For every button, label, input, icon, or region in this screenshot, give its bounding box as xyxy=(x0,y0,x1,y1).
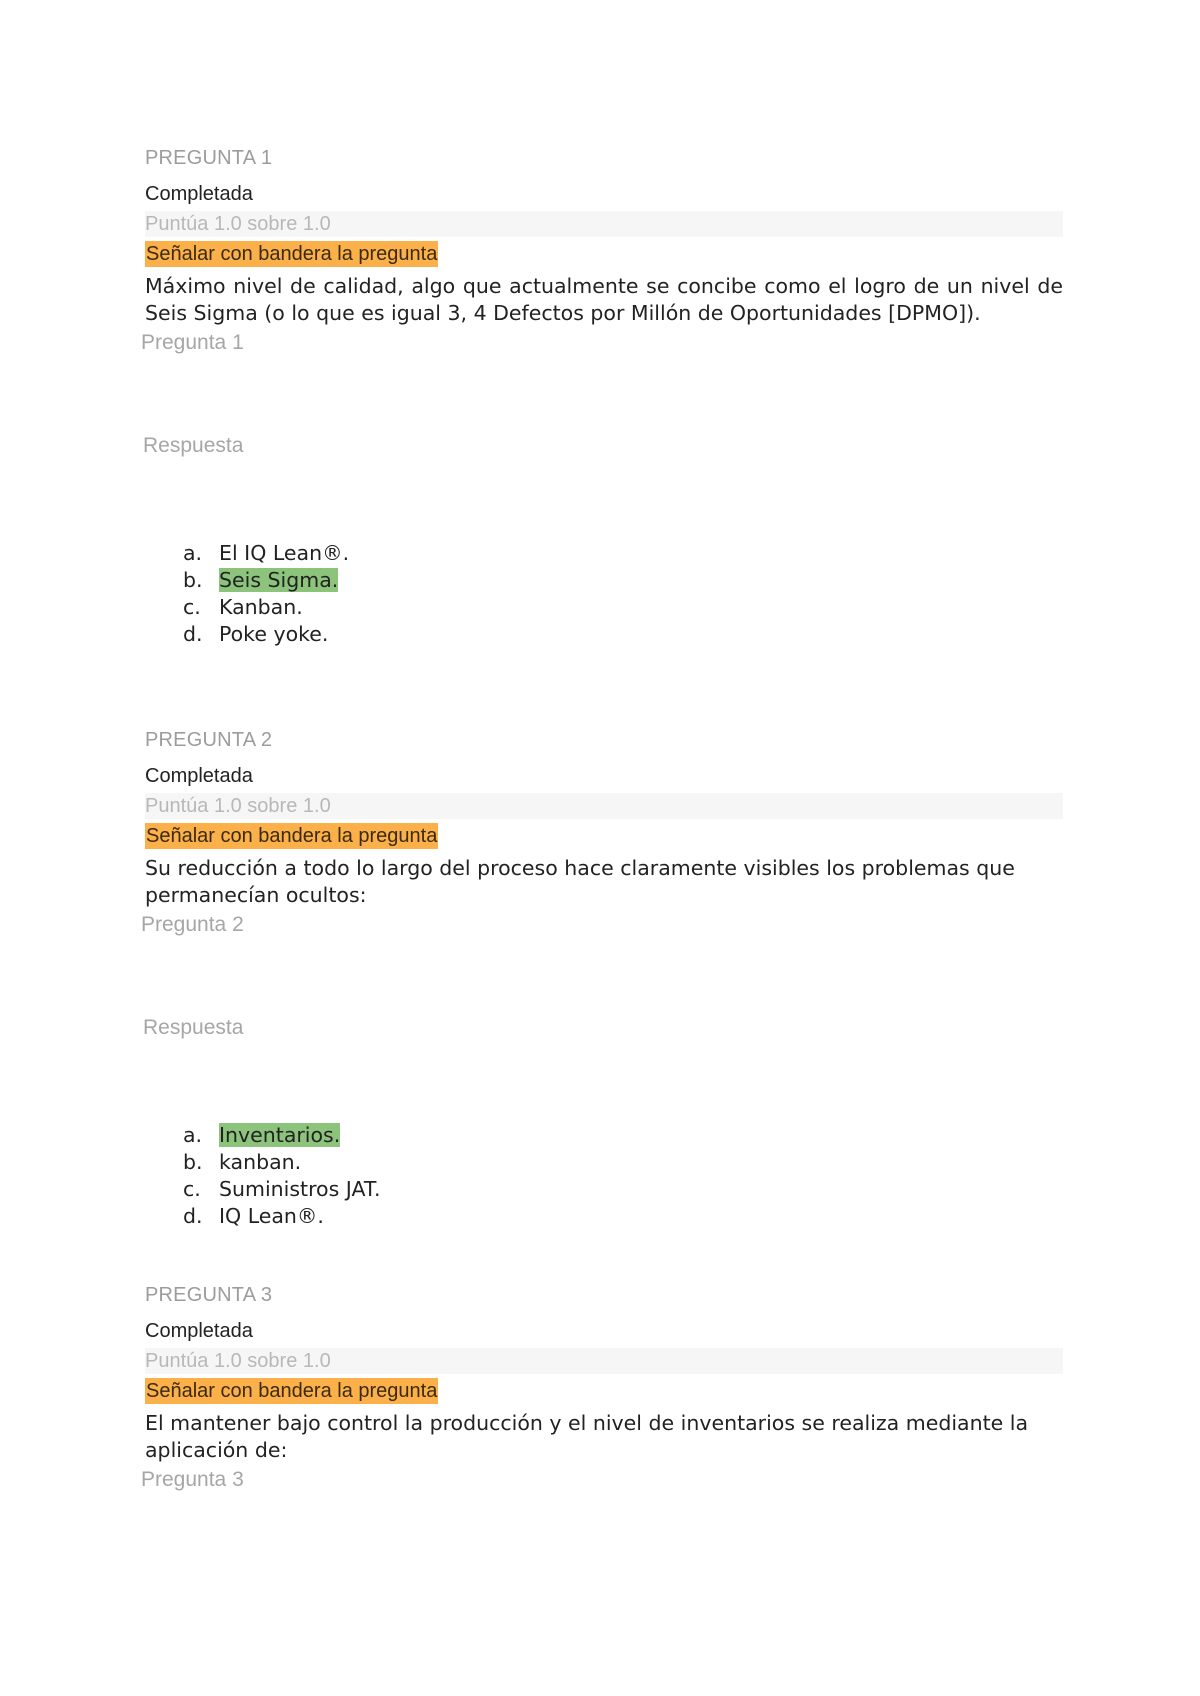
answer-option-c[interactable] xyxy=(183,1176,1063,1203)
answer-letter: a. xyxy=(183,541,203,565)
answer-option-c[interactable] xyxy=(183,594,1063,621)
answer-letter: d. xyxy=(183,622,203,646)
flag-question-link[interactable]: Señalar con bandera la pregunta xyxy=(146,243,438,265)
answer-text-correct: Seis Sigma. xyxy=(219,568,339,592)
answer-label: Respuesta xyxy=(143,1016,244,1039)
answer-option-a[interactable] xyxy=(183,1122,1063,1149)
answer-letter: b. xyxy=(183,1150,203,1174)
question-state: Completada xyxy=(145,1320,253,1342)
question-header: PREGUNTA 3 xyxy=(145,1284,273,1306)
answer-text-correct: Inventarios. xyxy=(219,1123,341,1147)
answer-text: kanban. xyxy=(219,1150,302,1174)
answer-text: Suministros JAT. xyxy=(219,1177,381,1201)
question-state: Completada xyxy=(145,183,253,205)
question-grade: Puntúa 1.0 sobre 1.0 xyxy=(145,211,1063,237)
flag-question-link[interactable]: Señalar con bandera la pregunta xyxy=(146,825,438,847)
question-label: Pregunta 2 xyxy=(141,913,244,936)
question-text: Su reducción a todo lo largo del proceso hace claramente visibles los problemas que permanecían ocultos: xyxy=(145,856,1015,907)
answer-text: IQ Lean®. xyxy=(219,1204,324,1228)
answer-list xyxy=(183,1122,1063,1230)
answer-text: Poke yoke. xyxy=(219,622,329,646)
question-state: Completada xyxy=(145,765,253,787)
answer-letter: b. xyxy=(183,568,203,592)
question-label: Pregunta 3 xyxy=(141,1468,244,1491)
answer-letter: c. xyxy=(183,595,201,619)
question-1 xyxy=(141,145,1063,648)
answer-option-d[interactable] xyxy=(183,1203,1063,1230)
question-label: Pregunta 1 xyxy=(141,331,244,354)
answer-letter: a. xyxy=(183,1123,203,1147)
answer-option-b[interactable] xyxy=(183,567,1063,594)
answer-list xyxy=(183,540,1063,648)
answer-letter: c. xyxy=(183,1177,201,1201)
question-header: PREGUNTA 2 xyxy=(145,729,273,751)
answer-option-a[interactable] xyxy=(183,540,1063,567)
answer-option-b[interactable] xyxy=(183,1149,1063,1176)
question-text: El mantener bajo control la producción y el nivel de inventarios se realiza mediante la aplicación de: xyxy=(145,1411,1029,1462)
answer-text: Kanban. xyxy=(219,595,303,619)
question-header: PREGUNTA 1 xyxy=(145,147,273,169)
answer-text: El IQ Lean®. xyxy=(219,541,350,565)
question-3 xyxy=(141,1282,1063,1494)
question-grade: Puntúa 1.0 sobre 1.0 xyxy=(145,793,1063,819)
flag-question-link[interactable]: Señalar con bandera la pregunta xyxy=(146,1380,438,1402)
question-text: Máximo nivel de calidad, algo que actualmente se concibe como el logro de un nivel de Seis Sigma (o lo que es igual 3, 4 Defectos por Millón de Oportunidades [DPMO]). xyxy=(145,274,1063,325)
question-2 xyxy=(141,727,1063,1230)
answer-option-d[interactable] xyxy=(183,621,1063,648)
answer-label: Respuesta xyxy=(143,434,244,457)
answer-letter: d. xyxy=(183,1204,203,1228)
question-grade: Puntúa 1.0 sobre 1.0 xyxy=(145,1348,1063,1374)
